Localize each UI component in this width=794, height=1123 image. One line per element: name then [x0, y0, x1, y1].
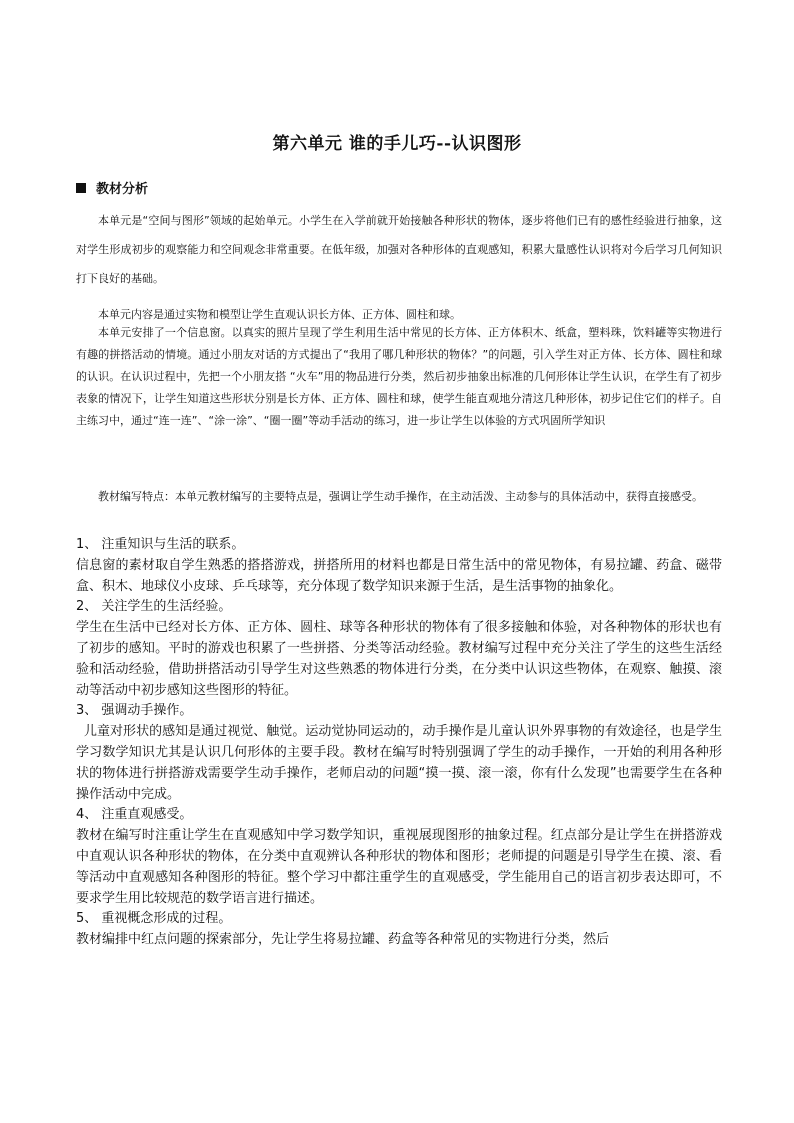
feature-text: 教材编排中红点问题的探索部分，先让学生将易拉罐、药盒等各种常见的实物进行分类，然后 — [76, 932, 610, 948]
feature-heading: 4、 注重直观感受。 — [76, 807, 193, 823]
paragraph-arrangement: 本单元安排了一个信息窗。以真实的照片呈现了学生利用生活中常见的长方体、正方体积木、纸盒，塑料珠，饮料罐等实物进行有趣的拼搭活动的情境。通过小朋友对话的方式提出了“我用了哪几种形状的物体？”的问题，引入学生对正方体、长方体、圆柱和球的认识。在认识过程中，先把一个小朋友搭 “火车”用的物品进行分类，然后初步抽象出标准的几何形体让学生认识，在学生有了初步表象的情况下，让学生知道这些形状分别是长方体、正方体、圆柱和球，使学生能直观地分清这几种形体，初步记住它们的样子。自主练习中，通过“连一连”、“涂一涂”、“圈一圈”等动手活动的练习，进一步让学生以体验的方式巩固所学知识 — [76, 326, 722, 427]
paragraph-intro: 本单元是“空间与图形”领域的起始单元。小学生在入学前就开始接触各种形状的物体，逐步将他们已有的感性经验进行抽象，这对学生形成初步的观察能力和空间观念非常重要。在低年级，加强对各种形体的直观感知，积累大量感性认识将对今后学习几何知识打下良好的基础。 — [76, 214, 722, 285]
square-bullet-icon — [76, 183, 86, 193]
paragraph-content: 本单元内容是通过实物和模型让学生直观认识长方体、正方体、圆柱和球。 — [98, 308, 461, 321]
feature-text: 信息窗的素材取自学生熟悉的搭搭游戏，拼搭所用的材料也都是日常生活中的常见物体，有易拉罐、药盒、磁带盒、积木、地球仪小皮球、乒乓球等，充分体现了数学知识来源于生活，是生活事物的抽象化。 — [76, 557, 722, 594]
section-heading-label: 教材分析 — [96, 182, 149, 197]
section-heading — [76, 178, 148, 197]
features-list — [76, 535, 722, 951]
feature-text: 教材在编写时注重让学生在直观感知中学习数学知识，重视展现图形的抽象过程。红点部分是让学生在拼搭游戏中直观认识各种形状的物体，在分类中直观辨认各种形状的物体和图形；老师提的问题是引导学生在摸、滚、看等活动中直观感知各种图形的特征。整个学习中都注重学生的直观感受，学生能用自己的语言初步表达即可，不要求学生用比较规范的数学语言进行描述。 — [76, 828, 722, 906]
paragraph-features-intro: 教材编写特点：本单元教材编写的主要特点是，强调让学生动手操作，在主动活泼、主动参与的具体活动中，获得直接感受。 — [98, 490, 703, 503]
feature-heading: 3、 强调动手操作。 — [76, 703, 193, 719]
feature-heading: 5、 重视概念形成的过程。 — [76, 911, 232, 927]
feature-text: 学生在生活中已经对长方体、正方体、圆柱、球等各种形状的物体有了很多接触和体验，对各种物体的形状也有了初步的感知。平时的游戏也积累了一些拼搭、分类等活动经验。教材编写过程中充分关注了学生的这些生活经验和活动经验，借助拼搭活动引导学生对这些熟悉的物体进行分类，在分类中认识这些物体，在观察、触摸、滚动等活动中初步感知这些图形的特征。 — [76, 620, 722, 698]
feature-text: 儿童对形状的感知是通过视觉、触觉。运动觉协同运动的，动手操作是儿童认识外界事物的有效途径，也是学生学习数学知识尤其是认识几何形体的主要手段。教材在编写时特别强调了学生的动手操作，一开始的利用各种形状的物体进行拼搭游戏需要学生动手操作，老师启动的问题“摸一摸、滚一滚，你有什么发现”也需要学生在各种操作活动中完成。 — [76, 724, 722, 802]
page-title: 第六单元 谁的手儿巧--认识图形 — [272, 134, 522, 154]
feature-heading: 1、 注重知识与生活的联系。 — [76, 537, 245, 552]
feature-heading: 2、 关注学生的生活经验。 — [76, 599, 232, 615]
